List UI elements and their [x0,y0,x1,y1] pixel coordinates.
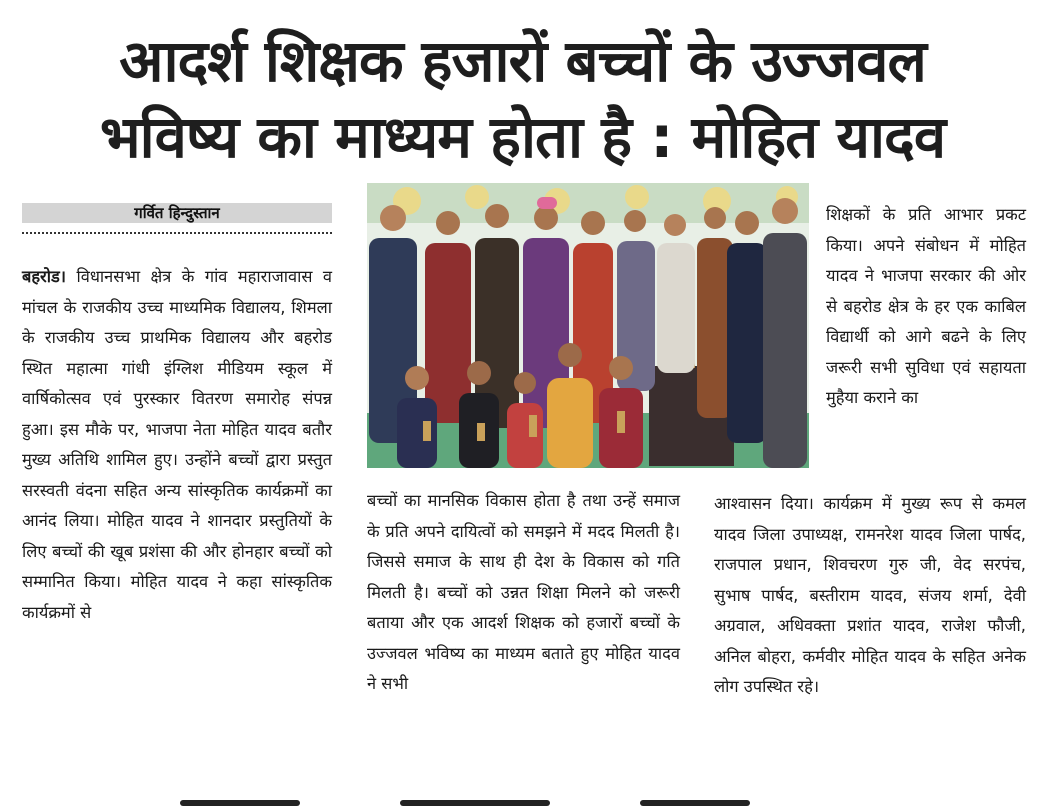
byline-divider [22,232,332,234]
dateline: बहरोड। [22,267,66,286]
headline-line-1: आदर्श शिक्षक हजारों बच्चों के उज्जवल [119,27,926,95]
column-1-text: विधानसभा क्षेत्र के गांव महाराजावास व मांचल के राजकीय उच्च माध्यमिक विद्यालय, शिमला के राजकीय उच्च प्राथमिक विद्यालय और बहरोड स्थित महात्मा गांधी इंग्लिश मीडियम स्कूल में वार्षिकोत्सव एवं पुरस्कार वितरण समारोह संपन्न हुआ। इस मौके पर, भाजपा नेता मोहित यादव बतौर मुख्य अतिथि शामिल हुए। उन्होंने बच्चों द्वारा प्रस्तुत सरस्वती वंदना सहित अन्य सांस्कृतिक कार्यक्रमों का आनंद लिया। मोहित यादव ने शानदार प्रस्तुतियों के लिए बच्चों की खूब प्रशंसा की और होनहार बच्चों को सम्मानित किया। मोहित यादव ने कहा सांस्कृतिक कार्यक्रमों से [22,267,332,622]
column-3-top-text: शिक्षकों के प्रति आभार प्रकट किया। अपने संबोधन में मोहित यादव ने भाजपा सरकार की ओर से बहरोड क्षेत्र के हर एक काबिल विद्यार्थी को आगे बढने के लिए जरूरी सभी सुविधा एवं सहायता मुहैया कराने का [826,205,1026,407]
bottom-cut-edge [0,798,1045,808]
source-byline: गर्वित हिन्दुस्तान [22,203,332,223]
column-2-text: बच्चों का मानसिक विकास होता है तथा उन्हें समाज के प्रति अपने दायित्वों को समझने में मदद मिलती है। जिससे समाज के साथ ही देश के विकास को गति मिलती है। बच्चों को उन्नत शिक्षा मिलने को जरूरी बताया और एक आदर्श शिक्षक को हजारों बच्चों के उज्जवल भविष्य का माध्यम बताते हुए मोहित यादव ने सभी [367,491,680,693]
article-column-2 [367,486,680,700]
article-column-1 [22,262,332,628]
group-photo-icon [367,183,809,468]
article-column-3-bottom [714,489,1026,703]
article-column-3-top [826,200,1026,414]
column-3-bottom-text: आश्वासन दिया। कार्यक्रम में मुख्य रूप से कमल यादव जिला उपाध्यक्ष, रामनरेश यादव जिला पार्षद, राजपाल प्रधान, शिवचरण गुरु जी, वेद सरपंच, सुभाष पार्षद, बस्तीराम यादव, संजय शर्मा, देवी अग्रवाल, अधिवक्ता प्रशांत यादव, राजेश फौजी, अनिल बोहरा, कर्मवीर मोहित यादव के सहित अनेक लोग उपस्थित रहे। [714,494,1026,696]
headline-line-2: भविष्य का माध्यम होता है : मोहित यादव [99,103,946,171]
group-photo [367,183,809,468]
